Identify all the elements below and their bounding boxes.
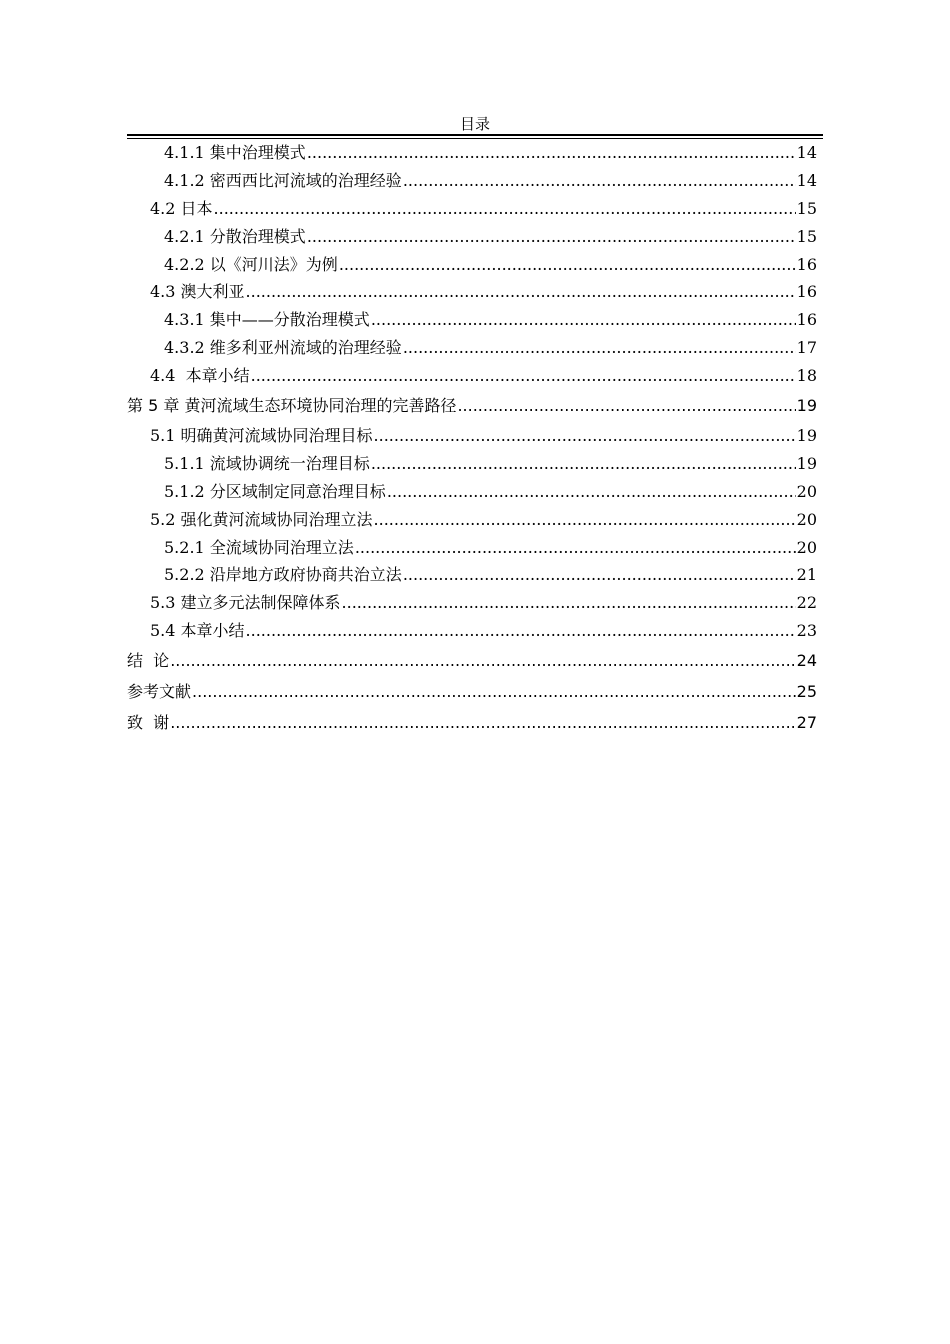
- toc-leader-dots: [355, 534, 796, 562]
- toc-entry-title: 第 5 章 黄河流域生态环境协同治理的完善路径: [127, 396, 457, 416]
- toc-entry[interactable]: [127, 589, 817, 617]
- toc-entry-title: 5.2.2 沿岸地方政府协商共治立法: [164, 565, 402, 585]
- toc-entry-title: 参考文献: [127, 682, 192, 702]
- toc-entry-title: 5.4 本章小结: [150, 621, 245, 641]
- toc-leader-dots: [403, 561, 796, 589]
- toc-leader-dots: [374, 422, 796, 450]
- toc-entry-title: 4.2 日本: [150, 198, 213, 218]
- toc-entry-page: 21: [796, 565, 817, 585]
- toc-entry-page: 15: [796, 226, 817, 246]
- toc-entry-title: 4.3.2 维多利亚州流域的治理经验: [164, 338, 402, 358]
- toc-entry-page: 17: [796, 338, 817, 358]
- toc-entry-title: 5.2.1 全流域协同治理立法: [164, 537, 354, 557]
- toc-entry[interactable]: [127, 251, 817, 279]
- toc-leader-dots: [374, 506, 796, 534]
- toc-leader-dots: [170, 645, 795, 676]
- toc-entry-title: 5.3 建立多元法制保障体系: [150, 593, 341, 613]
- toc-entry-title: 4.1.1 集中治理模式: [164, 143, 306, 162]
- toc-entry-title: 4.4 本章小结: [150, 366, 250, 386]
- toc-entry-page: 23: [796, 621, 817, 641]
- toc-chapter-entry[interactable]: [127, 645, 817, 676]
- toc-leader-dots: [246, 617, 796, 645]
- toc-entry-page: 19: [796, 396, 817, 416]
- toc-entry-title: 4.1.2 密西西比河流域的治理经验: [164, 170, 402, 190]
- toc-entry-page: 25: [796, 682, 817, 702]
- toc-entry-title: 4.3.1 集中——分散治理模式: [164, 310, 370, 330]
- table-of-contents: [127, 139, 817, 738]
- toc-entry-page: 14: [796, 143, 817, 162]
- toc-entry-title: 4.2.1 分散治理模式: [164, 226, 306, 246]
- toc-leader-dots: [170, 707, 795, 738]
- toc-leader-dots: [192, 676, 796, 707]
- toc-entry-page: 20: [796, 509, 817, 529]
- toc-entry-title: 5.1.2 分区域制定同意治理目标: [164, 481, 386, 501]
- toc-entry-page: 20: [796, 481, 817, 501]
- toc-leader-dots: [251, 362, 796, 390]
- page-header-title: 目录: [459, 115, 490, 133]
- toc-entry-title: 结 论: [127, 651, 170, 671]
- toc-chapter-entry[interactable]: [127, 676, 817, 707]
- toc-entry[interactable]: [127, 195, 817, 223]
- toc-leader-dots: [342, 589, 796, 617]
- toc-entry[interactable]: [127, 422, 817, 450]
- toc-entry[interactable]: [127, 534, 817, 562]
- toc-entry[interactable]: [127, 223, 817, 251]
- header-rule-thick: [127, 134, 823, 136]
- toc-entry[interactable]: [127, 478, 817, 506]
- toc-entry-page: 24: [796, 651, 817, 671]
- toc-entry-title: 4.3 澳大利亚: [150, 282, 245, 302]
- toc-entry-page: 20: [796, 537, 817, 557]
- toc-leader-dots: [246, 278, 796, 306]
- toc-entry-title: 4.2.2 以《河川法》为例: [164, 254, 338, 274]
- toc-entry[interactable]: [127, 362, 817, 390]
- toc-entry-page: 19: [796, 453, 817, 473]
- toc-leader-dots: [307, 139, 796, 167]
- toc-entry-page: 16: [796, 282, 817, 302]
- toc-entry[interactable]: [127, 506, 817, 534]
- toc-entry[interactable]: [127, 617, 817, 645]
- toc-entry-page: 16: [796, 254, 817, 274]
- toc-leader-dots: [387, 478, 796, 506]
- toc-entry-page: 27: [796, 713, 817, 733]
- toc-entry-title: 5.1 明确黄河流域协同治理目标: [150, 426, 373, 446]
- toc-entry[interactable]: [127, 278, 817, 306]
- toc-leader-dots: [214, 195, 796, 223]
- toc-leader-dots: [307, 223, 796, 251]
- toc-entry[interactable]: [127, 167, 817, 195]
- toc-leader-dots: [371, 450, 796, 478]
- toc-leader-dots: [339, 251, 796, 279]
- toc-entry[interactable]: [127, 450, 817, 478]
- toc-entry-page: 16: [796, 310, 817, 330]
- toc-leader-dots: [371, 306, 796, 334]
- toc-entry[interactable]: [127, 334, 817, 362]
- toc-entry[interactable]: [127, 306, 817, 334]
- toc-entry-page: 14: [796, 170, 817, 190]
- toc-leader-dots: [403, 167, 796, 195]
- toc-entry-page: 15: [796, 198, 817, 218]
- toc-entry-title: 5.2 强化黄河流域协同治理立法: [150, 509, 373, 529]
- toc-entry-title: 致 谢: [127, 713, 170, 733]
- toc-entry-page: 18: [796, 366, 817, 386]
- toc-entry-page: 22: [796, 593, 817, 613]
- toc-leader-dots: [403, 334, 796, 362]
- toc-entry[interactable]: [127, 561, 817, 589]
- toc-leader-dots: [457, 390, 795, 422]
- toc-chapter-entry[interactable]: [127, 390, 817, 422]
- toc-chapter-entry[interactable]: [127, 707, 817, 738]
- toc-entry-title: 5.1.1 流域协调统一治理目标: [164, 453, 370, 473]
- toc-entry-page: 19: [796, 426, 817, 446]
- toc-entry[interactable]: [127, 139, 817, 167]
